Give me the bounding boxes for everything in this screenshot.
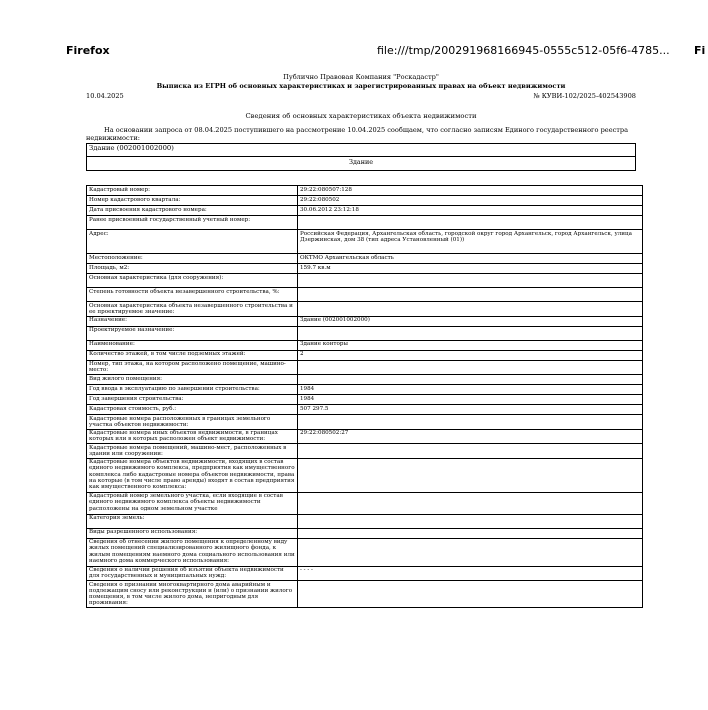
object-type-line: Здание (002001002000) xyxy=(87,144,635,157)
field-label: Виды разрешенного использования: xyxy=(87,528,298,538)
field-label: Кадастровый номер земельного участка, если входящие в состав единого недвижимого комплекса объекты недвижимости расположены на одном земельном участке xyxy=(87,492,298,514)
field-value: 30.06.2012 23:12:18 xyxy=(298,206,643,216)
field-value xyxy=(298,581,643,608)
field-value xyxy=(298,274,643,288)
table-row xyxy=(87,288,643,302)
field-value: 159.7 кв.м xyxy=(298,264,643,274)
field-label: Кадастровые номера помещений, машино-мест, расположенных в здании или сооружении: xyxy=(87,444,298,459)
table-row xyxy=(87,538,643,566)
field-value xyxy=(298,415,643,430)
field-label: Год завершения строительства: xyxy=(87,395,298,405)
section-title: Сведения об основных характеристиках объекта недвижимости xyxy=(245,112,477,121)
field-label: Сведения об отнесении жилого помещения к определенному виду жилых помещений специализированного жилищного фонда, к жилым помещениям наемного дома социального использования или наемного дома коммерческого использования: xyxy=(87,538,298,566)
document-page xyxy=(86,74,636,608)
issuer-company: Публично Правовая Компания "Роскадастр" xyxy=(283,73,439,81)
field-value: 2 xyxy=(298,350,643,360)
document-number: № КУВИ-102/2025-402543908 xyxy=(533,92,636,101)
field-label: Кадастровые номера иных объектов недвижимости, в границах которых или в которых расположен объект недвижимости: xyxy=(87,429,298,444)
field-value xyxy=(298,375,643,385)
browser-right-label: Fi xyxy=(694,44,706,57)
intro-paragraph: На основании запроса от 08.04.2025 поступившего на рассмотрение 10.04.2025 сообщаем, что согласно записям Единого государственного реестра недвижимости: xyxy=(86,125,629,142)
field-label: Номер, тип этажа, на котором расположено помещение, машино-место: xyxy=(87,360,298,375)
field-label: Вид жилого помещения: xyxy=(87,375,298,385)
field-label: Кадастровый номер: xyxy=(87,186,298,196)
field-label: Адрес: xyxy=(87,230,298,254)
table-row xyxy=(87,264,643,274)
table-row xyxy=(87,581,643,608)
table-row xyxy=(87,274,643,288)
document-date: 10.04.2025 xyxy=(86,92,124,101)
header-meta xyxy=(86,93,636,105)
field-label: Номер кадастрового квартала: xyxy=(87,196,298,206)
field-label: Основная характеристика объекта незавершенного строительства и ее проектируемое значение: xyxy=(87,302,298,317)
document-title: Выписка из ЕГРН об основных характеристиках и зарегистрированных правах на объект недвижимости xyxy=(156,81,566,90)
table-row xyxy=(87,375,643,385)
field-value xyxy=(298,360,643,375)
field-label: Кадастровая стоимость, руб.: xyxy=(87,405,298,415)
table-row xyxy=(87,385,643,395)
table-row xyxy=(87,528,643,538)
table-row xyxy=(87,415,643,430)
field-value: ОКТМО Архангельская область xyxy=(298,254,643,264)
field-value xyxy=(298,492,643,514)
field-label: Проектируемое назначение: xyxy=(87,326,298,340)
field-label: Степень готовности объекта незавершенного строительства, %: xyxy=(87,288,298,302)
field-label: Кадастровые номера расположенных в границах земельного участка объектов недвижимости: xyxy=(87,415,298,430)
table-row xyxy=(87,429,643,444)
field-label: Кадастровые номера объектов недвижимости, входящих в состав единого недвижимого комплекса, предприятия как имущественного комплекса либо кадастровые номера объектов недвижимости, права на которые (в том числе право аренды) входят в состав предприятия как имущественного комплекса: xyxy=(87,458,298,492)
field-label: Назначение: xyxy=(87,316,298,326)
field-value: 1984 xyxy=(298,395,643,405)
field-value: 29:22:080502:27 xyxy=(298,429,643,444)
object-kind-line: Здание xyxy=(348,158,374,167)
table-row xyxy=(87,254,643,264)
field-value: 507 297.5 xyxy=(298,405,643,415)
field-value xyxy=(298,538,643,566)
field-value xyxy=(298,444,643,459)
field-value xyxy=(298,458,643,492)
table-row xyxy=(87,405,643,415)
field-value: 1984 xyxy=(298,385,643,395)
table-row xyxy=(87,326,643,340)
table-row xyxy=(87,186,643,196)
field-value xyxy=(298,514,643,528)
field-value xyxy=(298,302,643,317)
field-value: Российская Федерация, Архангельская область, городской округ город Архангельск, город Архангельск, улица Дзержинская, дом 38 (тип адреса Установленный (01)) xyxy=(298,230,643,254)
field-label: Площадь, м2: xyxy=(87,264,298,274)
field-label: Количество этажей, в том числе подземных этажей: xyxy=(87,350,298,360)
table-row xyxy=(87,458,643,492)
field-label: Год ввода в эксплуатацию по завершении строительства: xyxy=(87,385,298,395)
table-row xyxy=(87,444,643,459)
field-value: - - - - xyxy=(298,566,643,581)
field-value: 29:22:080507:128 xyxy=(298,186,643,196)
field-value: Здание (002001002000) xyxy=(298,316,643,326)
table-row xyxy=(87,230,643,254)
address-bar[interactable]: file:///tmp/200291968166945-0555c512-05f6-4785... xyxy=(377,44,670,57)
field-label: Сведения о наличии решения об изъятии объекта недвижимости для государственных и муниципальных нужд: xyxy=(87,566,298,581)
field-value: 29:22:080502 xyxy=(298,196,643,206)
browser-toolbar xyxy=(0,0,708,57)
table-row xyxy=(87,302,643,317)
table-row xyxy=(87,340,643,350)
field-label: Категория земель: xyxy=(87,514,298,528)
table-row xyxy=(87,216,643,230)
field-value xyxy=(298,326,643,340)
field-label: Местоположение: xyxy=(87,254,298,264)
field-label: Сведения о признании многоквартирного дома аварийным и подлежащим сносу или реконструкции и (или) о признании жилого помещения, в том числе жилого дома, непригодным для проживания: xyxy=(87,581,298,608)
table-row xyxy=(87,514,643,528)
browser-app-name: Firefox xyxy=(66,44,110,57)
field-label: Основная характеристика (для сооружения): xyxy=(87,274,298,288)
characteristics-table xyxy=(86,185,643,608)
field-value: Здание конторы xyxy=(298,340,643,350)
table-row xyxy=(87,566,643,581)
table-row xyxy=(87,350,643,360)
object-type-box xyxy=(86,143,636,171)
table-row xyxy=(87,395,643,405)
field-value xyxy=(298,288,643,302)
field-value xyxy=(298,528,643,538)
table-row xyxy=(87,206,643,216)
table-row xyxy=(87,196,643,206)
table-row xyxy=(87,316,643,326)
table-row xyxy=(87,492,643,514)
field-label: Дата присвоения кадастрового номера: xyxy=(87,206,298,216)
table-row xyxy=(87,360,643,375)
field-label: Ранее присвоенный государственный учетный номер: xyxy=(87,216,298,230)
field-label: Наименование: xyxy=(87,340,298,350)
field-value xyxy=(298,216,643,230)
